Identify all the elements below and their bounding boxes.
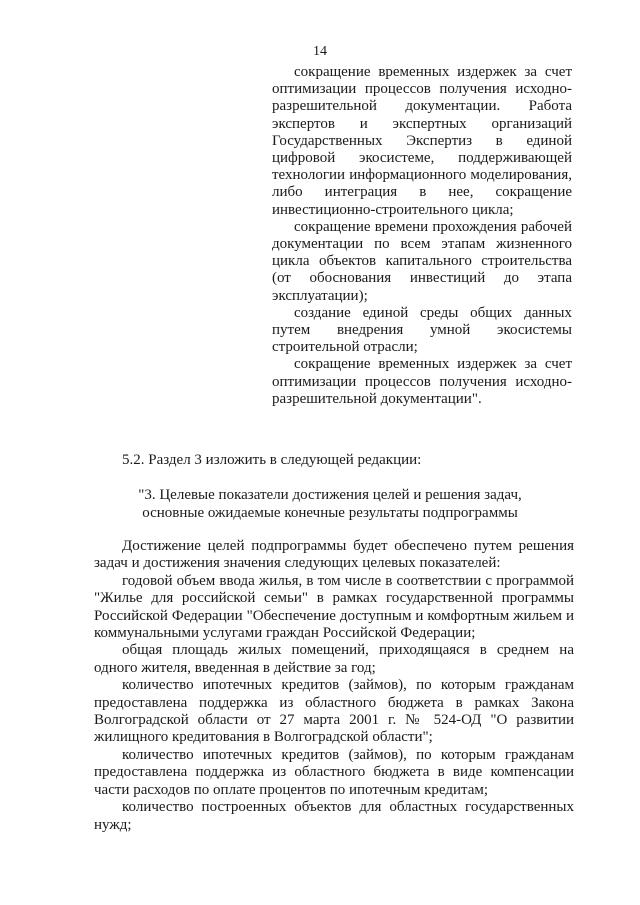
- paragraph: количество построенных объектов для областных государственных нужд;: [94, 799, 574, 833]
- amendment-point: 5.2. Раздел 3 изложить в следующей редакции:: [122, 452, 422, 468]
- continued-list-column: [272, 64, 572, 408]
- paragraph: общая площадь жилых помещений, приходящаяся в среднем на одного жителя, введенная в действие за год;: [94, 642, 574, 676]
- paragraph: Достижение целей подпрограммы будет обеспечено путем решения задач и достижения значения следующих целевых показателей:: [94, 538, 574, 572]
- list-item: сокращение времени прохождения рабочей документации по всем этапам жизненного цикла объектов капитального строительства (от обоснования инвестиций до этапа эксплуатации);: [272, 218, 572, 304]
- page-number: 14: [313, 44, 327, 59]
- body-text: [94, 538, 574, 834]
- section-title-line: основные ожидаемые конечные результаты подпрограммы: [142, 505, 518, 521]
- list-item: создание единой среды общих данных путем внедрения умной экосистемы строительной отрасли;: [272, 304, 572, 356]
- section-title-line: "3. Целевые показатели достижения целей и решения задач,: [138, 487, 522, 503]
- paragraph: годовой объем ввода жилья, в том числе в соответствии с программой "Жилье для российской семьи" в рамках государственной программы Российской Федерации "Обеспечение доступным и комфортным жильем и коммунальными услугами граждан Российской Федерации;: [94, 572, 574, 642]
- paragraph: количество ипотечных кредитов (займов), по которым гражданам предоставлена поддержка из областного бюджета в виде компенсации части расходов по оплате процентов по ипотечным кредитам;: [94, 746, 574, 798]
- paragraph: количество ипотечных кредитов (займов), по которым гражданам предоставлена поддержка из областного бюджета в рамках Закона Волгоградской области от 27 марта 2001 г. № 524-ОД "О развитии жилищного кредитования в Волгоградской области";: [94, 677, 574, 746]
- list-item: сокращение временных издержек за счет оптимизации процессов получения исходно-разрешительной документации. Работа экспертов и экспертных организаций Государственных Экспертиз в единой цифровой экосистеме, поддерживающей технологии информационного моделирования, либо интеграция в нее, сокращение инвестиционно-строительного цикла;: [272, 64, 572, 218]
- list-item: сокращение временных издержек за счет оптимизации процессов получения исходно-разрешительной документации".: [272, 356, 572, 407]
- section-title: [110, 486, 550, 522]
